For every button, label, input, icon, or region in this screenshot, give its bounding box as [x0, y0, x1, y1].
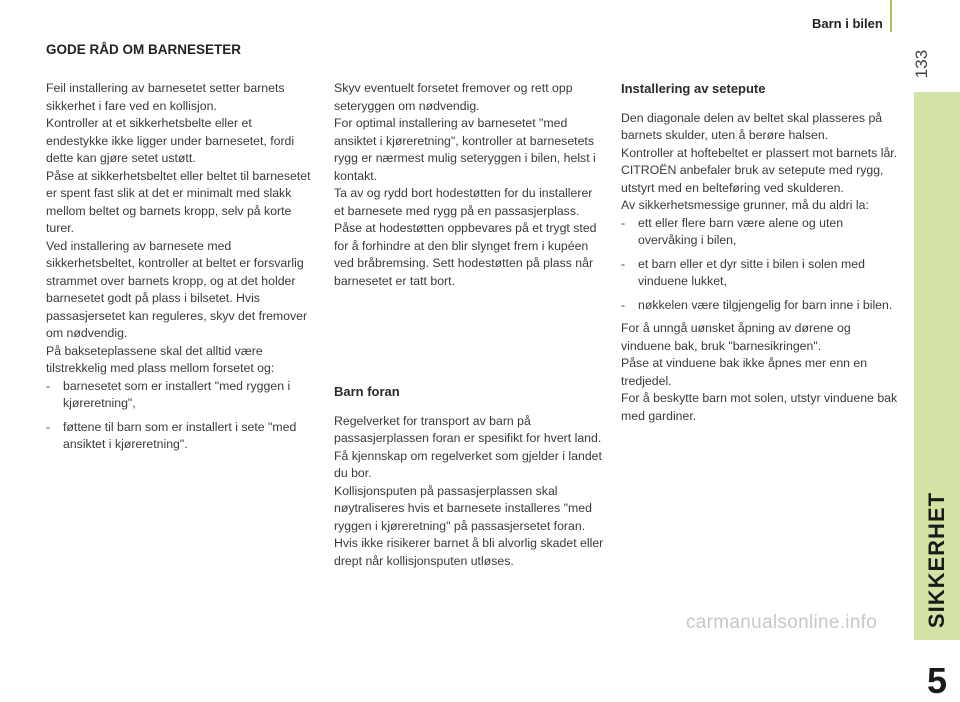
- list-item: - barnesetet som er installert "med ryggen i kjøreretning",: [46, 378, 316, 413]
- chapter-number: 5: [926, 660, 948, 701]
- section-heading-barn-foran: Barn foran: [334, 384, 400, 399]
- page-number: [912, 44, 934, 84]
- paragraph: Kollisjonsputen på passasjerplassen skal nøytraliseres hvis et barnesete installeres "med ryggen i kjøreretning" på passasjersetet foran.: [334, 483, 592, 533]
- paragraph: Kontroller at hoftebeltet er plassert mot barnets lår.: [621, 145, 898, 160]
- list-item: - et barn eller et dyr sitte i bilen i solen med vinduene lukket,: [621, 256, 901, 291]
- paragraph: Påse at vinduene bak ikke åpnes mer enn en tredjedel.: [621, 356, 868, 388]
- column-1: [46, 80, 316, 460]
- column-3: [621, 80, 901, 425]
- paragraph: For optimal installering av barnesetet "med ansiktet i kjøreretning", kontroller at barnesetets rygg er nærmest mulig seteryggen i bilen, helst i kontakt.: [334, 116, 596, 183]
- paragraph: CITROËN anbefaler bruk av setepute med rygg, utstyrt med en belteføring ved skulderen.: [621, 163, 884, 195]
- paragraph: Påse at sikkerhetsbeltet eller beltet til barnesetet er spent fast slik at det er minimalt med slakk mellom beltet og barnets kropp, selv på korte turer.: [46, 168, 311, 235]
- chapter-title-text: SIKKERHET: [924, 491, 949, 629]
- watermark: carmanualsonline.info: [686, 612, 878, 633]
- paragraph: Av sikkerhetsmessige grunner, må du aldri la:: [621, 198, 869, 212]
- header-divider: [890, 0, 892, 32]
- page-title: GODE RÅD OM BARNESETER: [46, 42, 242, 57]
- bullet-list: [46, 378, 316, 454]
- chapter-side-tab: [914, 92, 960, 701]
- page-number-text: 133: [912, 49, 932, 79]
- list-item: - nøkkelen være tilgjengelig for barn inne i bilen.: [621, 297, 901, 315]
- list-item: - føttene til barn som er installert i sete "med ansiktet i kjøreretning".: [46, 419, 316, 454]
- chapter-title: [914, 480, 960, 640]
- paragraph: Kontroller at et sikkerhetsbelte eller et endestykke ikke ligger under barnesetet, fordi dette kan gjøre setet ustøtt.: [46, 116, 295, 165]
- list-item: - ett eller flere barn være alene og uten overvåking i bilen,: [621, 215, 901, 250]
- paragraph: For å beskytte barn mot solen, utstyr vinduene bak med gardiner.: [621, 391, 898, 423]
- section-heading-setepute: Installering av setepute: [621, 81, 766, 96]
- paragraph: Feil installering av barnesetet setter barnets sikkerhet i fare ved en kollisjon.: [46, 81, 285, 113]
- paragraph: Hvis ikke risikerer barnet å bli alvorlig skadet eller drept når kollisjonsputen utløses.: [334, 536, 604, 568]
- paragraph: Påse at hodestøtten oppbevares på et trygt sted for å forhindre at den blir slynget frem i kupéen ved bråbremsing. Sett hodestøtten på plass når barnesetet er tatt bort.: [334, 221, 597, 288]
- column-2: [334, 80, 606, 570]
- paragraph: På bakseteplassene skal det alltid være tilstrekkelig med plass mellom forsetet og:: [46, 343, 275, 375]
- paragraph: Ta av og rydd bort hodestøtten for du installerer et barnesete med rygg på en passasjerplass.: [334, 186, 593, 218]
- paragraph: Ved installering av barnesete med sikkerhetsbeltet, kontroller at beltet er forsvarlig strammet over barnets kropp, og at det holder barnesetet godt på plass i bilsetet. Hvis passasjersetet kan reguleres, skyv det fremover om nødvendig.: [46, 238, 308, 340]
- header-section-label: Barn i bilen: [812, 16, 883, 31]
- paragraph: Regelverket for transport av barn på passasjerplassen foran er spesifikt for hvert land. Få kjennskap om regelverket som gjelder i landet du bor.: [334, 413, 602, 480]
- paragraph: For å unngå uønsket åpning av dørene og vinduene bak, bruk "barnesikringen".: [621, 321, 851, 353]
- bullet-list: [621, 215, 901, 315]
- paragraph: Den diagonale delen av beltet skal plasseres på barnets skulder, uten å berøre halsen.: [621, 110, 883, 142]
- paragraph: Skyv eventuelt forsetet fremover og rett opp seteryggen om nødvendig.: [334, 81, 573, 113]
